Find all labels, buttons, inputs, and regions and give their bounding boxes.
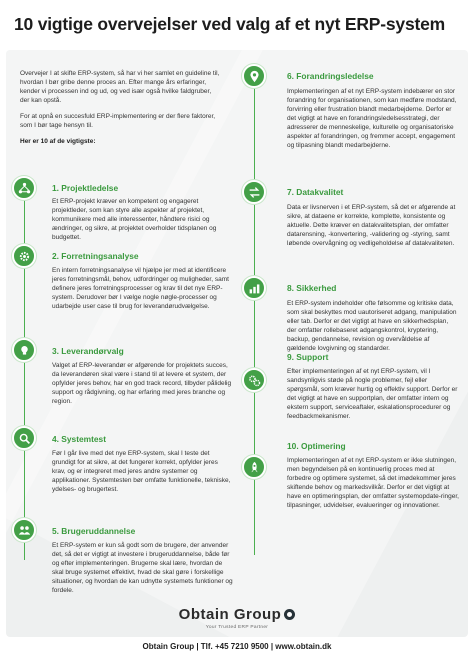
logo-tagline: Your Trusted ERP Partner xyxy=(205,625,269,630)
logo-text: Obtain Group xyxy=(178,606,282,623)
network-icon xyxy=(12,176,36,200)
item-body: Implementeringen af et nyt ERP-system indebærer en stor forandring for organisationen, som kan medføre modstand, forvirring eller frustration blandt medarbejderne. Derfor er det vigtigt at have en forandringsledelsesstrategi, der adresserer de menneskelige, kulturelle og organisatoriske aspekter af forandringen, og fremmer accept, engagement og tilpasning blandt medarbejderne. xyxy=(287,88,457,149)
item-body: Implementeringen af et nyt ERP-system er ikke slutningen, men begyndelsen på en kontinuerlig proces med at forbedre og optimere systemet, så det imødekommer jeres skiftende behov og markedsvilkår. Derfor er det vigtigt at have en optimeringsplan, der omfatter systemopdate-ringer, tilpasninger, udvidelser, evalueringer og innovationer. xyxy=(287,457,459,509)
item-body: Et ERP-system indeholder ofte følsomme og kritiske data, som skal beskyttes mod uautoriseret adgang, manipulation eller tab. Derfor er det vigtigt at have en sikkerhedsplan, der omfatter rollebaseret adgangskontrol, kryptering, backup, gendannelse, revision og overvåldelse af gældende lovgivning og standarder. xyxy=(287,300,457,352)
item-title: 3. Leverandørvalg xyxy=(52,346,124,356)
footer-contact: Obtain Group | Tlf. +45 7210 9500 | www.obtain.dk xyxy=(142,642,332,651)
intro-section xyxy=(20,70,220,154)
item-body: Valget af ERP-leverandør er afgørende for projektets succes, da leverandøren skal være i stand til at levere et system, der opfylder jeres behov, har en god track record, tilbyder pålidelig support og rådgivning, og har erfaring med jeres branche og region. xyxy=(52,362,232,405)
item-body: Et ERP-system er kun så godt som de brugere, der anvender det, så det er vigtigt at investere i brugeruddannelse, både før og efter implementeringen. Brugerne skal lære, hvordan de skal bruge systemet effektivt, hvad de skal gøre i forskellige situationer, og hvordan de kan udnytte systemets funktioner og fordele. xyxy=(52,542,233,594)
right-timeline-line xyxy=(254,75,255,555)
item-body: Et ERP-projekt kræver en kompetent og engageret projektleder, som kan styre alle aspekter af projektet, kommunikere med alle interessenter, håndtere risici og ændringer, og sikre, at projektet overholder tidsplanen og budgettet. xyxy=(52,198,217,241)
left-timeline-line xyxy=(24,180,25,560)
page-title: 10 vigtige overvejelser ved valg af et nyt ERP-system xyxy=(14,14,445,34)
rocket-icon xyxy=(242,455,266,479)
company-logo xyxy=(0,606,474,630)
intro-lead: Her er 10 af de vigtigste: xyxy=(20,137,96,145)
chart-icon xyxy=(242,276,266,300)
item-body: En intern forretningsanalyse vil hjælpe jer med at identificere jeres forretningsmål, behov, udfordringer og muligheder, samt definere jeres forretningsprocesser og krav til det nye ERP-system. Derudover bør I vælge nogle nøgle-processer og udarbejde user case til brug for leverandørudvælgelse. xyxy=(52,267,229,310)
item-title: 6. Forandringsledelse xyxy=(287,71,374,81)
gear-icon xyxy=(12,244,36,268)
lightbulb-icon xyxy=(12,338,36,362)
intro-paragraph-2: For at opnå en succesfuld ERP-implementering er der flere faktorer, som I bør tage hensyn til. xyxy=(20,112,216,129)
item-body: Før I går live med det nye ERP-system, skal I teste det grundigt for at sikre, at det fungerer korrekt, opfylder jeres krav, og er integreret med jeres andre systemer og applikationer. Systemtesten bør omfatte funktionelle, tekniske, ydelses- og brugertest. xyxy=(52,450,231,493)
item-title: 9. Support xyxy=(287,352,329,362)
item-title: 8. Sikkerhed xyxy=(287,283,337,293)
logo-mark-icon xyxy=(284,609,295,620)
item-body: Efter implementeringen af et nyt ERP-system, vil I sandsynligvis støde på nogle problemer, fejl eller spørgsmål, som kræver hurtig og effektiv support. Derfor er det vigtigt at have en supportplan, der omfatter intern og ekstern support, serviceaftaler, eskalationsprocedurer og feedbackmekanismer. xyxy=(287,368,458,420)
cogs-icon xyxy=(242,368,266,392)
arrows-icon xyxy=(242,180,266,204)
item-body: Data er livsnerven i et ERP-system, så det er afgørende at sikre, at dataene er korrekte, komplette, konsistente og aktuelle. Dette kræver en datakvalitetsplan, der omfatter datarensning, -konvertering, -validering og -styring, samt løbende overvågning og vedligeholdelse af datakvaliteten. xyxy=(287,204,456,247)
item-title: 5. Brugeruddannelse xyxy=(52,526,136,536)
item-title: 4. Systemtest xyxy=(52,434,106,444)
item-title: 1. Projektledelse xyxy=(52,183,119,193)
item-title: 10. Optimering xyxy=(287,441,346,451)
pin-icon xyxy=(242,64,266,88)
magnifier-icon xyxy=(12,426,36,450)
item-title: 2. Forretningsanalyse xyxy=(52,251,139,261)
people-icon xyxy=(12,518,36,542)
intro-paragraph-1: Overvejer I at skifte ERP-system, så har vi her samlet en guideline til, hvordan I bør gribe denne proces an. Efter mange års erfaringer, kender vi processen ind og ud, og ved især også hvilke faldgruber, der kan opstå. xyxy=(20,70,220,104)
item-title: 7. Datakvalitet xyxy=(287,187,344,197)
